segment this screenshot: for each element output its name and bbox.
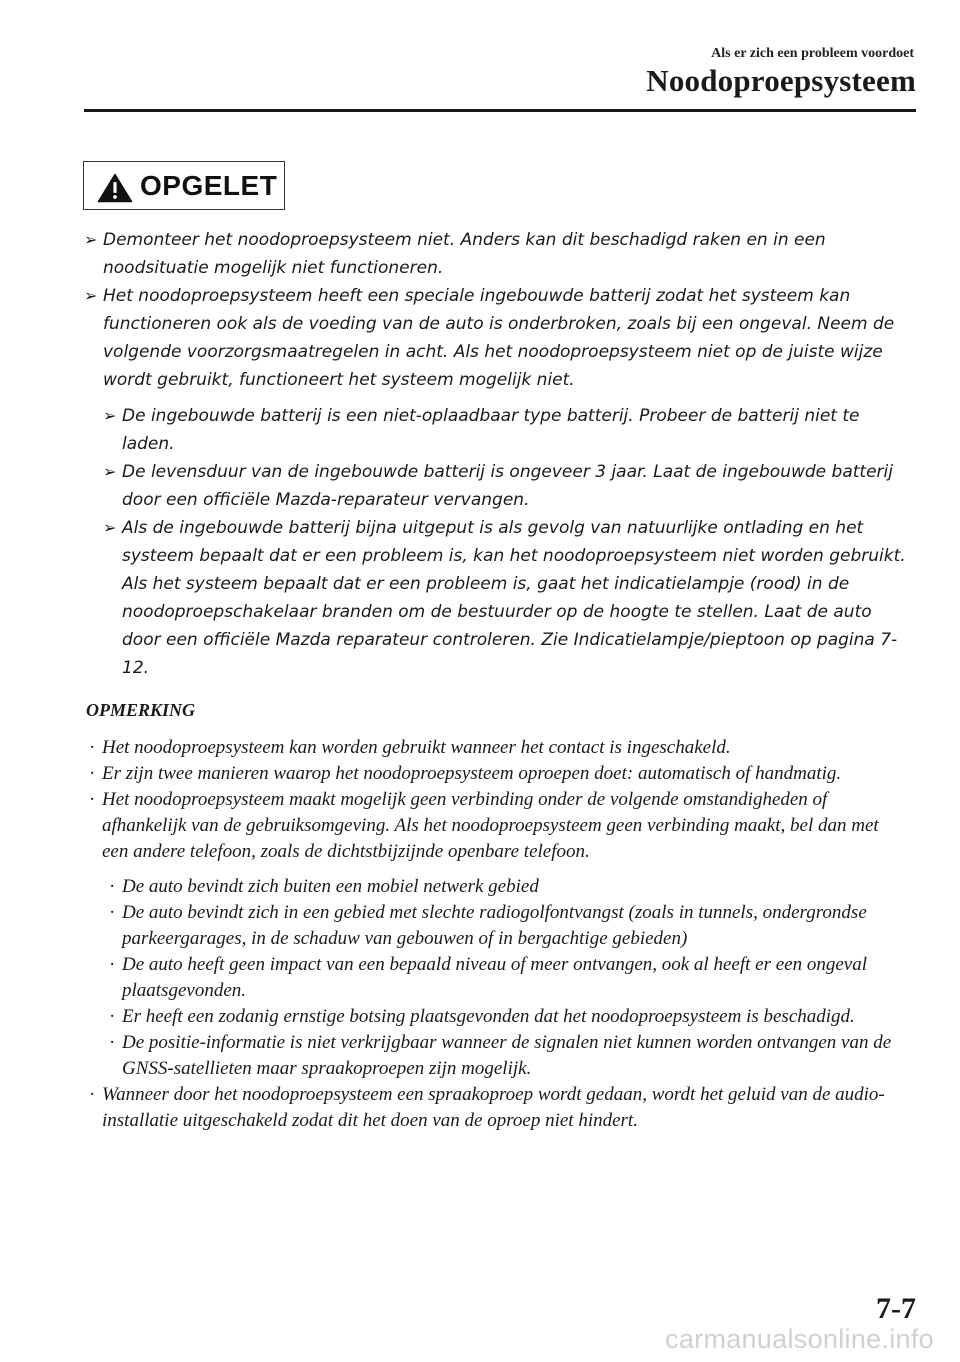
- note-list: [88, 735, 908, 1134]
- dot-bullet-icon: ·: [109, 954, 116, 975]
- note-subitem: [108, 874, 908, 900]
- caution-box: [83, 161, 285, 210]
- note-item: [88, 735, 908, 761]
- header-divider: [84, 109, 916, 112]
- arrow-bullet-icon: ➢: [84, 286, 98, 305]
- page-number: 7-7: [876, 1292, 916, 1325]
- caution-label: OPGELET: [140, 170, 278, 201]
- caution-subitem: [103, 402, 914, 458]
- dot-bullet-icon: ·: [89, 763, 96, 784]
- note-item: [88, 1082, 908, 1134]
- dot-bullet-icon: ·: [89, 737, 96, 758]
- note-subitem-text: De auto bevindt zich in een gebied met slechte radiogolfontvangst (zoals in tunnels, ondergrondse parkeergarages, in de schaduw van gebouwen of in bergachtige gebieden): [122, 902, 867, 949]
- dot-bullet-icon: ·: [109, 1006, 116, 1027]
- note-subitem-text: Er heeft een zodanig ernstige botsing plaatsgevonden dat het noodoproepsysteem is beschadigd.: [122, 1006, 855, 1027]
- arrow-bullet-icon: ➢: [103, 518, 117, 537]
- caution-subitem-text: De levensduur van de ingebouwde batterij is ongeveer 3 jaar. Laat de ingebouwde batterij door een officiële Mazda-reparateur vervangen.: [122, 462, 893, 510]
- note-item-text: Het noodoproepsysteem maakt mogelijk geen verbinding onder de volgende omstandigheden of afhankelijk van de gebruiksomgeving. Als het noodoproepsysteem geen verbinding maakt, bel dan met een andere telefoon, zoals de dichtstbijzijnde openbare telefoon.: [102, 789, 879, 862]
- caution-list: [84, 226, 914, 682]
- note-item-text: Het noodoproepsysteem kan worden gebruikt wanneer het contact is ingeschakeld.: [102, 737, 731, 758]
- note-subitem: [108, 1030, 908, 1082]
- dot-bullet-icon: ·: [109, 876, 116, 897]
- note-subitem-text: De auto bevindt zich buiten een mobiel netwerk gebied: [122, 876, 539, 897]
- caution-item: [84, 282, 914, 394]
- arrow-bullet-icon: ➢: [103, 406, 117, 425]
- caution-subitem: [103, 458, 914, 514]
- arrow-bullet-icon: ➢: [84, 230, 98, 249]
- note-heading: OPMERKING: [86, 700, 196, 720]
- note-subitem-text: De positie-informatie is niet verkrijgbaar wanneer de signalen niet kunnen worden ontvangen van de GNSS-satellieten maar spraakoproepen zijn mogelijk.: [122, 1032, 892, 1079]
- dot-bullet-icon: ·: [109, 902, 116, 923]
- note-sublist: [88, 874, 908, 1082]
- note-subitem: [108, 952, 908, 1004]
- note-item-text: Wanneer door het noodoproepsysteem een spraakoproep wordt gedaan, wordt het geluid van de audio-installatie uitgeschakeld zodat dit het doen van de oproep niet hindert.: [102, 1084, 885, 1131]
- dot-bullet-icon: ·: [89, 789, 96, 810]
- note-item: [88, 761, 908, 787]
- note-subitem: [108, 1004, 908, 1030]
- note-item: [88, 787, 908, 865]
- note-subitem-text: De auto heeft geen impact van een bepaald niveau of meer ontvangen, ook al heeft er een ongeval plaatsgevonden.: [122, 954, 867, 1001]
- caution-item: [84, 226, 914, 282]
- dot-bullet-icon: ·: [109, 1032, 116, 1053]
- note-subitem: [108, 900, 908, 952]
- dot-bullet-icon: ·: [89, 1084, 96, 1105]
- caution-item-text: Het noodoproepsysteem heeft een speciale ingebouwde batterij zodat het systeem kan functioneren ook als de voeding van de auto is onderbroken, zoals bij een ongeval. Neem de volgende voorzorgsmaatregelen in acht. Als het noodoproepsysteem niet op de juiste wijze wordt gebruikt, functioneert het systeem mogelijk niet.: [103, 286, 895, 390]
- caution-subitem-text: De ingebouwde batterij is een niet-oplaadbaar type batterij. Probeer de batterij niet te laden.: [122, 406, 860, 454]
- warning-triangle-icon: [97, 173, 133, 203]
- arrow-bullet-icon: ➢: [103, 462, 117, 481]
- note-item-text: Er zijn twee manieren waarop het noodoproepsysteem oproepen doet: automatisch of handmatig.: [102, 763, 842, 784]
- caution-sublist: [84, 402, 914, 682]
- section-label: Als er zich een probleem voordoet: [711, 46, 914, 61]
- caution-subitem-text: Als de ingebouwde batterij bijna uitgeput is als gevolg van natuurlijke ontlading en het systeem bepaalt dat er een probleem is, kan het noodoproepsysteem niet worden gebruikt. Als het systeem bepaalt dat er een probleem is, gaat het indicatielampje (rood) in de noodoproepschakelaar branden om de bestuurder op de hoogte te stellen. Laat de auto door een officiële Mazda reparateur controleren. Zie Indicatielampje/pieptoon op pagina 7-12.: [122, 518, 906, 678]
- caution-subitem: [103, 514, 914, 682]
- page-title: Noodoproepsysteem: [646, 63, 916, 98]
- caution-item-text: Demonteer het noodoproepsysteem niet. Anders kan dit beschadigd raken en in een noodsituatie mogelijk niet functioneren.: [103, 230, 826, 278]
- watermark: carmanualsonline.info: [665, 1324, 934, 1354]
